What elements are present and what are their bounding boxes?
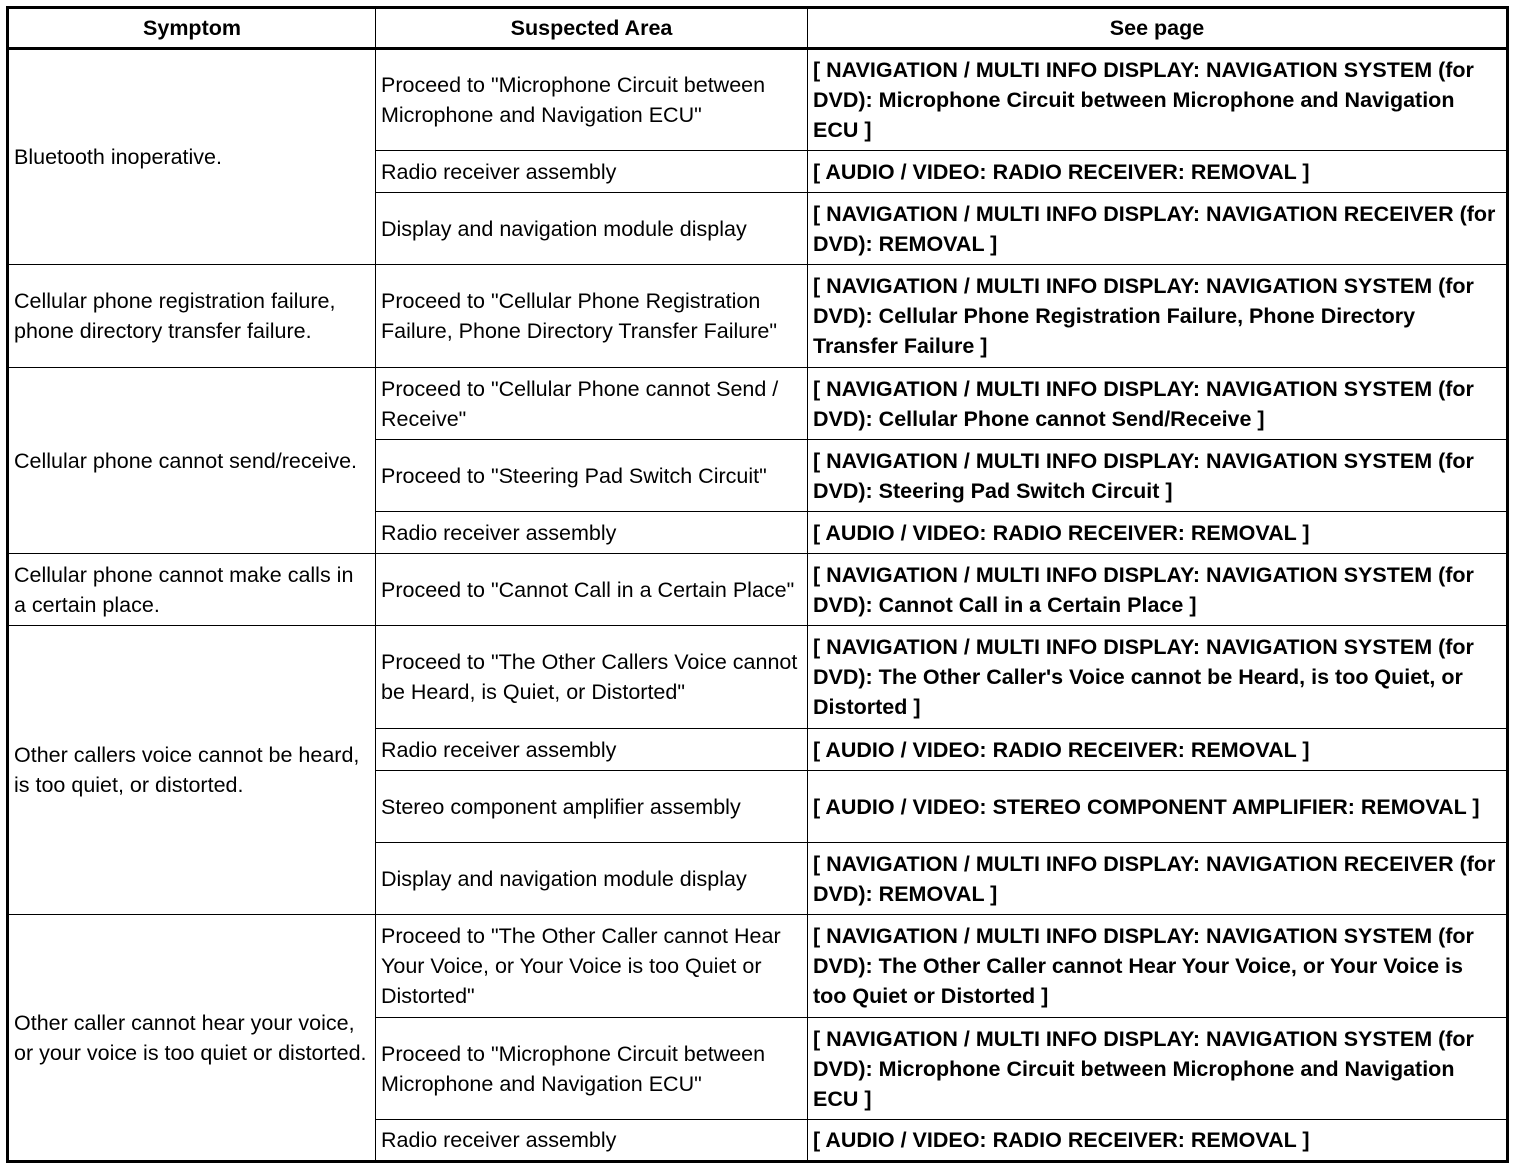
symptom-cell: Other caller cannot hear your voice, or your voice is too quiet or distorted. [8, 915, 376, 1162]
symptom-cell: Bluetooth inoperative. [8, 49, 376, 265]
suspected-area-cell: Radio receiver assembly [376, 1120, 808, 1162]
suspected-area-cell: Proceed to "The Other Callers Voice cannot be Heard, is Quiet, or Distorted" [376, 626, 808, 729]
see-page-reference[interactable]: [ AUDIO / VIDEO: RADIO RECEIVER: REMOVAL ] [808, 1120, 1508, 1162]
symptom-cell: Cellular phone registration failure, phone directory transfer failure. [8, 265, 376, 368]
table-row [8, 554, 1508, 626]
suspected-area-cell: Proceed to "Cannot Call in a Certain Place" [376, 554, 808, 626]
see-page-reference[interactable]: [ AUDIO / VIDEO: RADIO RECEIVER: REMOVAL ] [808, 151, 1508, 193]
table-row [8, 265, 1508, 368]
see-page-reference[interactable]: [ NAVIGATION / MULTI INFO DISPLAY: NAVIGATION SYSTEM (for DVD): The Other Caller's Voice cannot be Heard, is too Quiet, or Distorted ] [808, 626, 1508, 729]
see-page-column-header: See page [808, 8, 1508, 49]
suspected-area-cell: Proceed to "Microphone Circuit between Microphone and Navigation ECU" [376, 49, 808, 151]
see-page-reference[interactable]: [ AUDIO / VIDEO: RADIO RECEIVER: REMOVAL ] [808, 512, 1508, 554]
see-page-reference[interactable]: [ NAVIGATION / MULTI INFO DISPLAY: NAVIGATION SYSTEM (for DVD): Cannot Call in a Certain Place ] [808, 554, 1508, 626]
suspected-area-cell: Stereo component amplifier assembly [376, 771, 808, 843]
suspected-area-cell: Proceed to "The Other Caller cannot Hear Your Voice, or Your Voice is too Quiet or Distorted" [376, 915, 808, 1018]
suspected-area-cell: Display and navigation module display [376, 843, 808, 915]
table-row [8, 49, 1508, 151]
table-row [8, 915, 1508, 1018]
table-row [8, 368, 1508, 440]
see-page-reference[interactable]: [ AUDIO / VIDEO: RADIO RECEIVER: REMOVAL ] [808, 729, 1508, 771]
suspected-area-cell: Radio receiver assembly [376, 729, 808, 771]
suspected-area-cell: Proceed to "Microphone Circuit between Microphone and Navigation ECU" [376, 1018, 808, 1120]
see-page-reference[interactable]: [ NAVIGATION / MULTI INFO DISPLAY: NAVIGATION SYSTEM (for DVD): Microphone Circuit between Microphone and Navigation ECU ] [808, 1018, 1508, 1120]
see-page-reference[interactable]: [ NAVIGATION / MULTI INFO DISPLAY: NAVIGATION SYSTEM (for DVD): Microphone Circuit between Microphone and Navigation ECU ] [808, 49, 1508, 151]
see-page-reference[interactable]: [ NAVIGATION / MULTI INFO DISPLAY: NAVIGATION SYSTEM (for DVD): Cellular Phone cannot Send/Receive ] [808, 368, 1508, 440]
suspected-area-column-header: Suspected Area [376, 8, 808, 49]
see-page-reference[interactable]: [ NAVIGATION / MULTI INFO DISPLAY: NAVIGATION SYSTEM (for DVD): Cellular Phone Registration Failure, Phone Directory Transfer Failure ] [808, 265, 1508, 368]
see-page-reference[interactable]: [ NAVIGATION / MULTI INFO DISPLAY: NAVIGATION SYSTEM (for DVD): The Other Caller cannot Hear Your Voice, or Your Voice is too Quiet or Distorted ] [808, 915, 1508, 1018]
symptom-cell: Other callers voice cannot be heard, is too quiet, or distorted. [8, 626, 376, 915]
header-row [8, 8, 1508, 49]
symptom-column-header: Symptom [8, 8, 376, 49]
suspected-area-cell: Radio receiver assembly [376, 512, 808, 554]
suspected-area-cell: Proceed to "Steering Pad Switch Circuit" [376, 440, 808, 512]
symptom-cell: Cellular phone cannot send/receive. [8, 368, 376, 554]
see-page-reference[interactable]: [ AUDIO / VIDEO: STEREO COMPONENT AMPLIFIER: REMOVAL ] [808, 771, 1508, 843]
suspected-area-cell: Proceed to "Cellular Phone cannot Send / Receive" [376, 368, 808, 440]
see-page-reference[interactable]: [ NAVIGATION / MULTI INFO DISPLAY: NAVIGATION RECEIVER (for DVD): REMOVAL ] [808, 843, 1508, 915]
suspected-area-cell: Display and navigation module display [376, 193, 808, 265]
troubleshooting-table [6, 6, 1509, 1163]
suspected-area-cell: Radio receiver assembly [376, 151, 808, 193]
see-page-reference[interactable]: [ NAVIGATION / MULTI INFO DISPLAY: NAVIGATION RECEIVER (for DVD): REMOVAL ] [808, 193, 1508, 265]
symptom-cell: Cellular phone cannot make calls in a certain place. [8, 554, 376, 626]
suspected-area-cell: Proceed to "Cellular Phone Registration Failure, Phone Directory Transfer Failure" [376, 265, 808, 368]
table-row [8, 626, 1508, 729]
see-page-reference[interactable]: [ NAVIGATION / MULTI INFO DISPLAY: NAVIGATION SYSTEM (for DVD): Steering Pad Switch Circuit ] [808, 440, 1508, 512]
